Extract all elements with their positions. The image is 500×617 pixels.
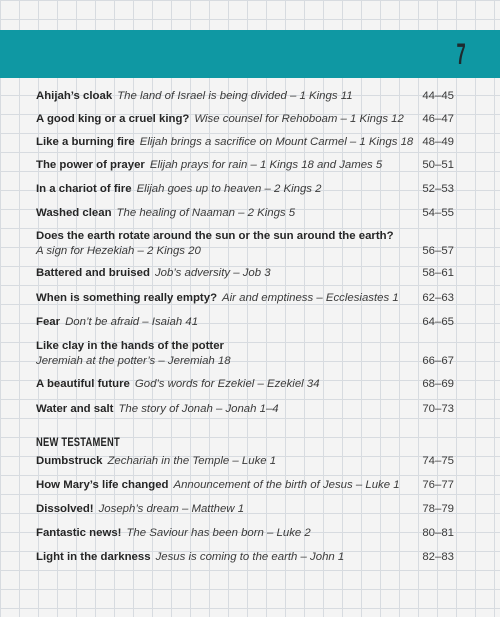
contents-entry[interactable]	[36, 291, 454, 306]
entry-title: Fantastic news!	[36, 527, 122, 539]
entry-pages: 66–67	[422, 355, 454, 367]
entry-description: The Saviour has been born – Luke 2	[126, 527, 311, 539]
entry-title: How Mary’s life changed	[36, 479, 169, 491]
entry-description: The land of Israel is being divided – 1 Kings 11	[117, 90, 353, 102]
entry-description: Jesus is coming to the earth – John 1	[155, 551, 345, 563]
contents-entry[interactable]	[36, 229, 454, 259]
entry-title: Dumbstruck	[36, 455, 103, 467]
entry-title: Washed clean	[36, 207, 112, 219]
entry-title: Light in the darkness	[36, 551, 151, 563]
entry-title: The power of prayer	[36, 159, 145, 171]
entry-title: In a chariot of fire	[36, 183, 132, 195]
entry-description: Wise counsel for Rehoboam – 1 Kings 12	[194, 113, 404, 125]
section-heading-new-testament: NEW TESTAMENT	[36, 435, 120, 449]
entry-pages: 48–49	[422, 136, 454, 148]
entry-pages: 50–51	[422, 159, 454, 171]
contents-entry[interactable]	[36, 402, 454, 417]
entry-description: Zechariah in the Temple – Luke 1	[107, 455, 277, 467]
contents-entry[interactable]	[36, 478, 454, 493]
header-banner	[0, 30, 500, 78]
entry-description: Elijah brings a sacrifice on Mount Carmel – 1 Kings 18	[139, 136, 414, 148]
page-number: 7	[456, 38, 466, 71]
contents-entry[interactable]	[36, 454, 454, 469]
contents-entry[interactable]	[36, 315, 454, 330]
entry-description: God’s words for Ezekiel – Ezekiel 34	[134, 378, 320, 390]
contents-entry[interactable]	[36, 339, 454, 369]
entry-description: A sign for Hezekiah – 2 Kings 20	[36, 245, 201, 257]
entry-pages: 64–65	[422, 316, 454, 328]
entry-description: Announcement of the birth of Jesus – Luke 1	[173, 479, 400, 491]
entry-description: Job’s adversity – Job 3	[154, 267, 271, 279]
entry-title: Water and salt	[36, 403, 114, 415]
contents-entry[interactable]	[36, 206, 454, 221]
entry-title: Ahijah’s cloak	[36, 90, 113, 102]
contents-entry[interactable]	[36, 182, 454, 197]
contents-entry[interactable]	[36, 266, 454, 281]
entry-pages: 68–69	[422, 378, 454, 390]
entry-title: A good king or a cruel king?	[36, 113, 190, 125]
entry-title: A beautiful future	[36, 378, 130, 390]
entry-description: Jeremiah at the potter’s – Jeremiah 18	[36, 355, 231, 367]
entry-pages: 44–45	[422, 90, 454, 102]
contents-entry[interactable]	[36, 377, 454, 392]
entry-pages: 76–77	[422, 479, 454, 491]
contents-entry[interactable]	[36, 502, 454, 517]
contents-entry[interactable]	[36, 158, 454, 173]
entry-pages: 56–57	[422, 245, 454, 257]
contents-entry[interactable]	[36, 550, 454, 565]
entry-pages: 52–53	[422, 183, 454, 195]
entry-title: Fear	[36, 316, 61, 328]
entry-description: Elijah prays for rain – 1 Kings 18 and James 5	[149, 159, 383, 171]
entry-pages: 80–81	[422, 527, 454, 539]
entry-description: Air and emptiness – Ecclesiastes 1	[222, 292, 399, 304]
entry-pages: 62–63	[422, 292, 454, 304]
entry-title: Battered and bruised	[36, 267, 150, 279]
entry-pages: 78–79	[422, 503, 454, 515]
contents-entry[interactable]	[36, 89, 454, 104]
entry-pages: 74–75	[422, 455, 454, 467]
entry-title: Like a burning fire	[36, 136, 135, 148]
entry-description: The story of Jonah – Jonah 1–4	[118, 403, 279, 415]
entry-pages: 54–55	[422, 207, 454, 219]
entry-description: The healing of Naaman – 2 Kings 5	[116, 207, 296, 219]
entry-pages: 46–47	[422, 113, 454, 125]
contents-entry[interactable]	[36, 112, 454, 127]
entry-pages: 70–73	[422, 403, 454, 415]
entry-title: When is something really empty?	[36, 292, 218, 304]
contents-entry[interactable]	[36, 526, 454, 541]
entry-description: Don’t be afraid – Isaiah 41	[65, 316, 199, 328]
entry-title: Like clay in the hands of the potter	[36, 340, 224, 352]
entry-title: Dissolved!	[36, 503, 94, 515]
contents-entry[interactable]	[36, 135, 454, 150]
entry-pages: 82–83	[422, 551, 454, 563]
entry-pages: 58–61	[422, 267, 454, 279]
entry-title: Does the earth rotate around the sun or the sun around the earth?	[36, 230, 394, 242]
entry-description: Joseph’s dream – Matthew 1	[98, 503, 245, 515]
entry-description: Elijah goes up to heaven – 2 Kings 2	[136, 183, 322, 195]
